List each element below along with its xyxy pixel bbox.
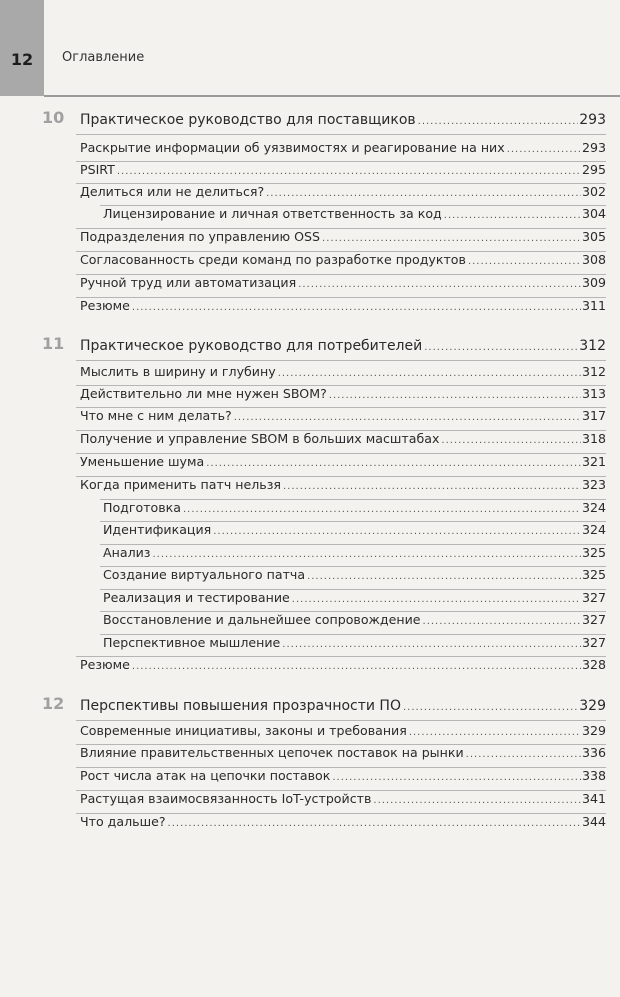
toc-entry-title: Получение и управление SBOM в больших масштабах <box>80 431 440 446</box>
toc-entry-page: 312 <box>579 338 606 354</box>
toc-entry-page: 318 <box>581 431 606 446</box>
leader-dots <box>441 435 581 446</box>
toc-entry-title: Рост числа атак на цепочки поставок <box>80 768 331 783</box>
leader-dots <box>403 702 578 713</box>
divider <box>76 134 606 135</box>
leader-dots <box>322 233 581 244</box>
toc-entry[interactable] <box>0 500 606 522</box>
leader-dots <box>213 526 581 537</box>
page-number-tab <box>0 0 44 96</box>
toc-entry-page: 327 <box>581 590 606 605</box>
divider <box>76 720 606 721</box>
toc-entry[interactable] <box>0 408 606 430</box>
toc-chapter-heading[interactable] <box>0 698 606 720</box>
toc-entry-page: 313 <box>581 386 606 401</box>
chapter-number: 11 <box>42 334 65 353</box>
toc-entry-page: 302 <box>581 184 606 199</box>
toc-entry-title: Резюме <box>80 657 130 672</box>
leader-dots <box>409 727 581 738</box>
toc-entry-title: Практическое руководство для поставщиков <box>80 112 416 128</box>
toc-entry[interactable] <box>0 364 606 386</box>
leader-dots <box>307 571 581 582</box>
toc-entry-page: 308 <box>581 252 606 267</box>
toc-entry-title: Подразделения по управлению OSS <box>80 229 321 244</box>
toc-entry[interactable] <box>0 723 606 745</box>
chapter-number: 10 <box>42 108 65 127</box>
toc-entry-title: Современные инициативы, законы и требования <box>80 723 407 738</box>
toc-entry[interactable] <box>0 252 606 274</box>
toc-entry[interactable] <box>0 140 606 162</box>
toc-entry[interactable] <box>0 477 606 499</box>
leader-dots <box>132 661 581 672</box>
toc-entry[interactable] <box>0 162 606 184</box>
toc-entry-page: 312 <box>581 364 606 379</box>
leader-dots <box>373 795 581 806</box>
leader-dots <box>132 302 581 313</box>
toc-entry[interactable] <box>0 229 606 251</box>
leader-dots <box>298 279 581 290</box>
toc-entry-page: 293 <box>579 112 606 128</box>
toc-entry-page: 324 <box>581 522 606 537</box>
toc-entry-page: 329 <box>581 723 606 738</box>
running-header-title: Оглавление <box>62 50 145 65</box>
toc-entry-title: Действительно ли мне нужен SBOM? <box>80 386 327 401</box>
leader-dots <box>292 594 581 605</box>
toc-entry-title: Перспективное мышление <box>103 635 281 650</box>
toc-entry-page: 325 <box>581 567 606 582</box>
leader-dots <box>266 188 581 199</box>
toc-entry-page: 317 <box>581 408 606 423</box>
toc-entry-page: 328 <box>581 657 606 672</box>
toc-entry[interactable] <box>0 545 606 567</box>
toc-entry-page: 324 <box>581 500 606 515</box>
toc-entry-title: Перспективы повышения прозрачности ПО <box>80 698 401 714</box>
toc-entry[interactable] <box>0 206 606 228</box>
leader-dots <box>424 342 578 353</box>
leader-dots <box>283 481 581 492</box>
toc-entry[interactable] <box>0 522 606 544</box>
toc-entry[interactable] <box>0 612 606 634</box>
toc-entry-title: Идентификация <box>103 522 212 537</box>
toc-entry-title: Влияние правительственных цепочек поставок на рынки <box>80 745 464 760</box>
chapter-number: 12 <box>42 694 65 713</box>
toc-entry[interactable] <box>0 275 606 297</box>
toc-entry-page: 336 <box>581 745 606 760</box>
header-divider <box>44 95 620 97</box>
toc-entry[interactable] <box>0 590 606 612</box>
toc-entry[interactable] <box>0 745 606 767</box>
leader-dots <box>418 116 579 127</box>
toc-chapter-heading[interactable] <box>0 112 606 134</box>
toc-entry-page: 321 <box>581 454 606 469</box>
toc-entry-title: Растущая взаимосвязанность IoT-устройств <box>80 791 372 806</box>
toc-entry[interactable] <box>0 768 606 790</box>
toc-entry-page: 304 <box>581 206 606 221</box>
leader-dots <box>444 210 581 221</box>
toc-entry-title: Делиться или не делиться? <box>80 184 265 199</box>
leader-dots <box>282 639 581 650</box>
toc-entry-page: 338 <box>581 768 606 783</box>
leader-dots <box>206 458 581 469</box>
toc-entry-title: Анализ <box>103 545 151 560</box>
toc-entry[interactable] <box>0 386 606 408</box>
toc-entry[interactable] <box>0 635 606 657</box>
toc-entry-title: Лицензирование и личная ответственность за код <box>103 206 442 221</box>
toc-entry-title: Реализация и тестирование <box>103 590 290 605</box>
toc-chapter-heading[interactable] <box>0 338 606 360</box>
toc-entry-page: 293 <box>581 140 606 155</box>
toc-entry-page: 344 <box>581 814 606 829</box>
leader-dots <box>423 616 581 627</box>
toc-entry-page: 305 <box>581 229 606 244</box>
page-number: 12 <box>10 49 34 69</box>
toc-entry-title: Уменьшение шума <box>80 454 205 469</box>
toc-entry-page: 323 <box>581 477 606 492</box>
toc-entry-page: 327 <box>581 635 606 650</box>
toc-entry-title: Резюме <box>80 298 130 313</box>
toc-entry[interactable] <box>0 814 606 836</box>
toc-entry-title: Что дальше? <box>80 814 166 829</box>
toc-entry[interactable] <box>0 184 606 206</box>
leader-dots <box>278 368 581 379</box>
toc-entry[interactable] <box>0 454 606 476</box>
toc-entry-title: Что мне с ним делать? <box>80 408 232 423</box>
toc-entry-title: Раскрытие информации об уязвимостях и реагирование на них <box>80 140 505 155</box>
toc-entry-page: 325 <box>581 545 606 560</box>
toc-entry-title: Подготовка <box>103 500 181 515</box>
toc-entry-title: Ручной труд или автоматизация <box>80 275 297 290</box>
leader-dots <box>117 166 581 177</box>
toc-entry-title: Восстановление и дальнейшее сопровождение <box>103 612 421 627</box>
toc-entry-page: 327 <box>581 612 606 627</box>
toc-entry-page: 311 <box>581 298 606 313</box>
toc-entry[interactable] <box>0 791 606 813</box>
leader-dots <box>468 256 581 267</box>
toc-entry[interactable] <box>0 567 606 589</box>
divider <box>76 360 606 361</box>
leader-dots <box>507 144 581 155</box>
toc-entry-title: Мыслить в ширину и глубину <box>80 364 276 379</box>
leader-dots <box>466 749 581 760</box>
toc-entry-title: Создание виртуального патча <box>103 567 306 582</box>
toc-entry[interactable] <box>0 431 606 453</box>
leader-dots <box>183 504 581 515</box>
leader-dots <box>153 549 581 560</box>
toc-entry-title: Согласованность среди команд по разработке продуктов <box>80 252 466 267</box>
toc-entry-page: 295 <box>581 162 606 177</box>
toc-entry-page: 329 <box>579 698 606 714</box>
toc-entry-title: PSIRT <box>80 162 115 177</box>
toc-entry-title: Практическое руководство для потребителей <box>80 338 423 354</box>
leader-dots <box>332 772 581 783</box>
leader-dots <box>234 412 581 423</box>
leader-dots <box>168 818 581 829</box>
toc-entry-page: 341 <box>581 791 606 806</box>
toc-entry-page: 309 <box>581 275 606 290</box>
leader-dots <box>329 390 581 401</box>
toc-entry[interactable] <box>0 657 606 679</box>
toc-entry[interactable] <box>0 298 606 320</box>
toc-entry-title: Когда применить патч нельзя <box>80 477 281 492</box>
